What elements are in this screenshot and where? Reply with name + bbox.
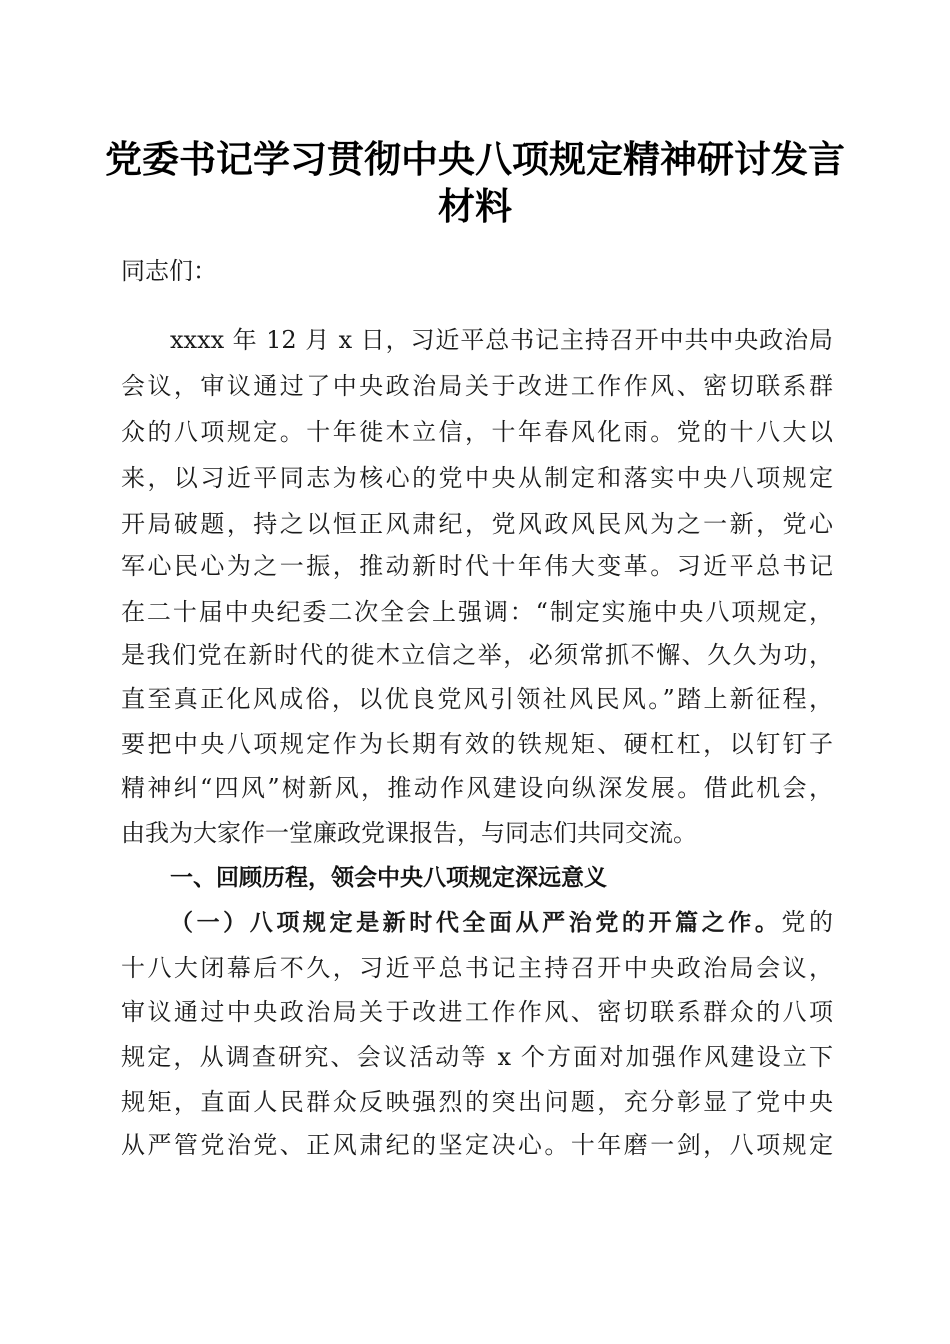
- document-title-line-1: 党委书记学习贯彻中央八项规定精神研讨发言: [105, 137, 845, 181]
- intro-line: 军心民心为之一振，推动新时代十年伟大变革。习近平总书记: [121, 552, 833, 580]
- subsection-first-tail: 党的: [781, 908, 834, 936]
- document-title-line-2: 材料: [438, 184, 512, 228]
- section-heading: 一、回顾历程，领会中央八项规定深远意义: [170, 865, 607, 891]
- intro-line: 众的八项规定。十年徙木立信，十年春风化雨。党的十八大以: [121, 418, 833, 446]
- intro-line: 会议，审议通过了中央政治局关于改进工作作风、密切联系群: [121, 372, 833, 400]
- subsection-line: 从严管党治党、正风肃纪的坚定决心。十年磨一剑，八项规定: [121, 1131, 833, 1159]
- intro-line: 是我们党在新时代的徙木立信之举，必须常抓不懈、久久为功，: [121, 641, 833, 669]
- salutation: 同志们：: [121, 257, 217, 285]
- intro-line: 开局破题，持之以恒正风肃纪，党风政风民风为之一新，党心: [121, 510, 833, 538]
- intro-line: 要把中央八项规定作为长期有效的铁规矩、硬杠杠，以钉钉子: [121, 730, 833, 758]
- subsection-line: 规矩，直面人民群众反映强烈的突出问题，充分彰显了党中央: [121, 1088, 833, 1116]
- intro-line: 在二十届中央纪委二次全会上强调：“制定实施中央八项规定，: [121, 598, 833, 626]
- subsection-first-line: [170, 907, 833, 938]
- intro-line: 精神纠“四风”树新风，推动作风建设向纵深发展。借此机会，: [121, 774, 833, 802]
- subsection-line: 十八大闭幕后不久，习近平总书记主持召开中央政治局会议，: [121, 954, 833, 982]
- intro-line: 来，以习近平同志为核心的党中央从制定和落实中央八项规定: [121, 464, 833, 492]
- subsection-line: 规定，从调查研究、会议活动等 x 个方面对加强作风建设立下: [121, 1043, 833, 1071]
- subsection-line: 审议通过中央政治局关于改进工作作风、密切联系群众的八项: [121, 998, 833, 1026]
- intro-line: 直至真正化风成俗，以优良党风引领社风民风。”踏上新征程，: [121, 685, 833, 713]
- subsection-label: （一）八项规定是新时代全面从严治党的开篇之作。: [170, 910, 782, 936]
- intro-line: 由我为大家作一堂廉政党课报告，与同志们共同交流。: [121, 819, 697, 847]
- intro-line: xxxx 年 12 月 x 日，习近平总书记主持召开中共中央政治局: [170, 326, 833, 354]
